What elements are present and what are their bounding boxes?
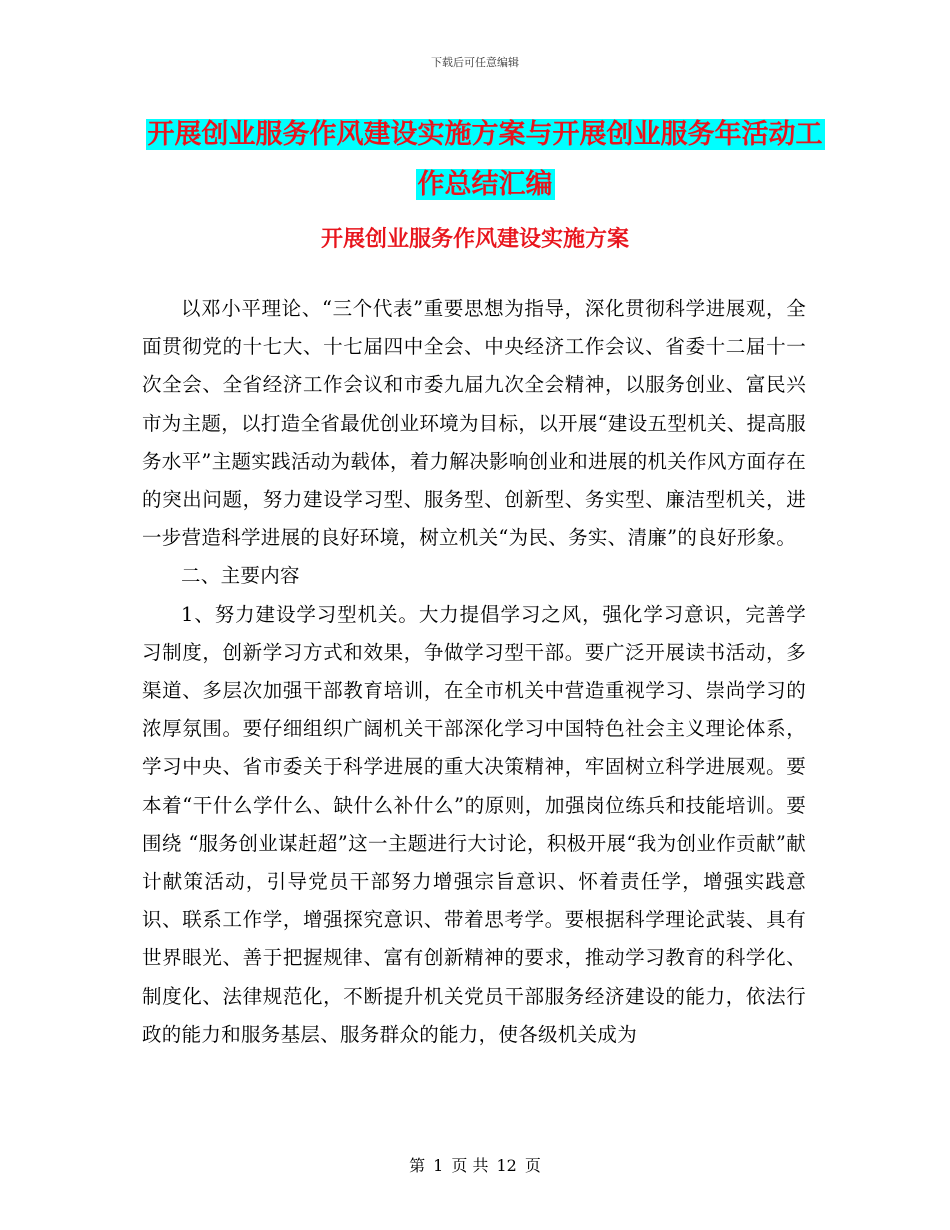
footer-prefix: 第 — [409, 1156, 426, 1175]
page-footer — [0, 1153, 950, 1176]
paragraph-learning-organization: 1、努力建设学习型机关。大力提倡学习之风，强化学习意识，完善学习制度，创新学习方式和效果，争做学习型干部。要广泛开展读书活动，多渠道、多层次加强干部教育培训，在全市机关中营造重视学习、崇尚学习的浓厚氛围。要仔细组织广阔机关干部深化学习中国特色社会主义理论体系，学习中央、省市委关于科学进展的重大决策精神，牢固树立科学进展观。要本着“干什么学什么、缺什么补什么”的原则，加强岗位练兵和技能培训。要围绕 “服务创业谋赶超”这一主题进行大讨论，积极开展“我为创业作贡献”献计献策活动，引导党员干部努力增强宗旨意识、怀着责任学，增强实践意识、联系工作学，增强探究意识、带着思考学。要根据科学理论武装、具有世界眼光、善于把握规律、富有创新精神的要求，推动学习教育的科学化、制度化、法律规范化，不断提升机关党员干部服务经济建设的能力，依法行政的能力和服务基层、服务群众的能力，使各级机关成为 — [142, 602, 806, 1046]
paragraph-guiding-principle: 以邓小平理论、“三个代表”重要思想为指导，深化贯彻科学进展观，全面贯彻党的十七大、十七届四中全会、中央经济工作会议、省委十二届十一次全会、全省经济工作会议和市委九届九次全会精神，以服务创业、富民兴市为主题，以打造全省最优创业环境为目标，以开展“建设五型机关、提高服务水平”主题实践活动为载体，着力解决影响创业和进展的机关作风方面存在的突出问题，努力建设学习型、服务型、创新型、务实型、廉洁型机关，进一步营造科学进展的良好环境，树立机关“为民、务实、清廉”的良好形象。 — [142, 297, 806, 550]
footer-suffix: 页 — [524, 1156, 541, 1175]
section-heading-main-content: 二、主要内容 — [181, 564, 300, 588]
document-title-highlight: 开展创业服务作风建设实施方案与开展创业服务年活动工作总结汇编 — [147, 119, 823, 200]
document-title — [140, 110, 830, 210]
footer-total-pages: 12 — [496, 1156, 517, 1175]
footer-mid: 页 共 — [451, 1156, 489, 1175]
document-subtitle: 开展创业服务作风建设实施方案 — [320, 227, 629, 252]
page-header-note: 下载后可任意编辑 — [431, 56, 519, 69]
document-body — [142, 290, 806, 1054]
footer-page-number: 1 — [433, 1156, 444, 1175]
